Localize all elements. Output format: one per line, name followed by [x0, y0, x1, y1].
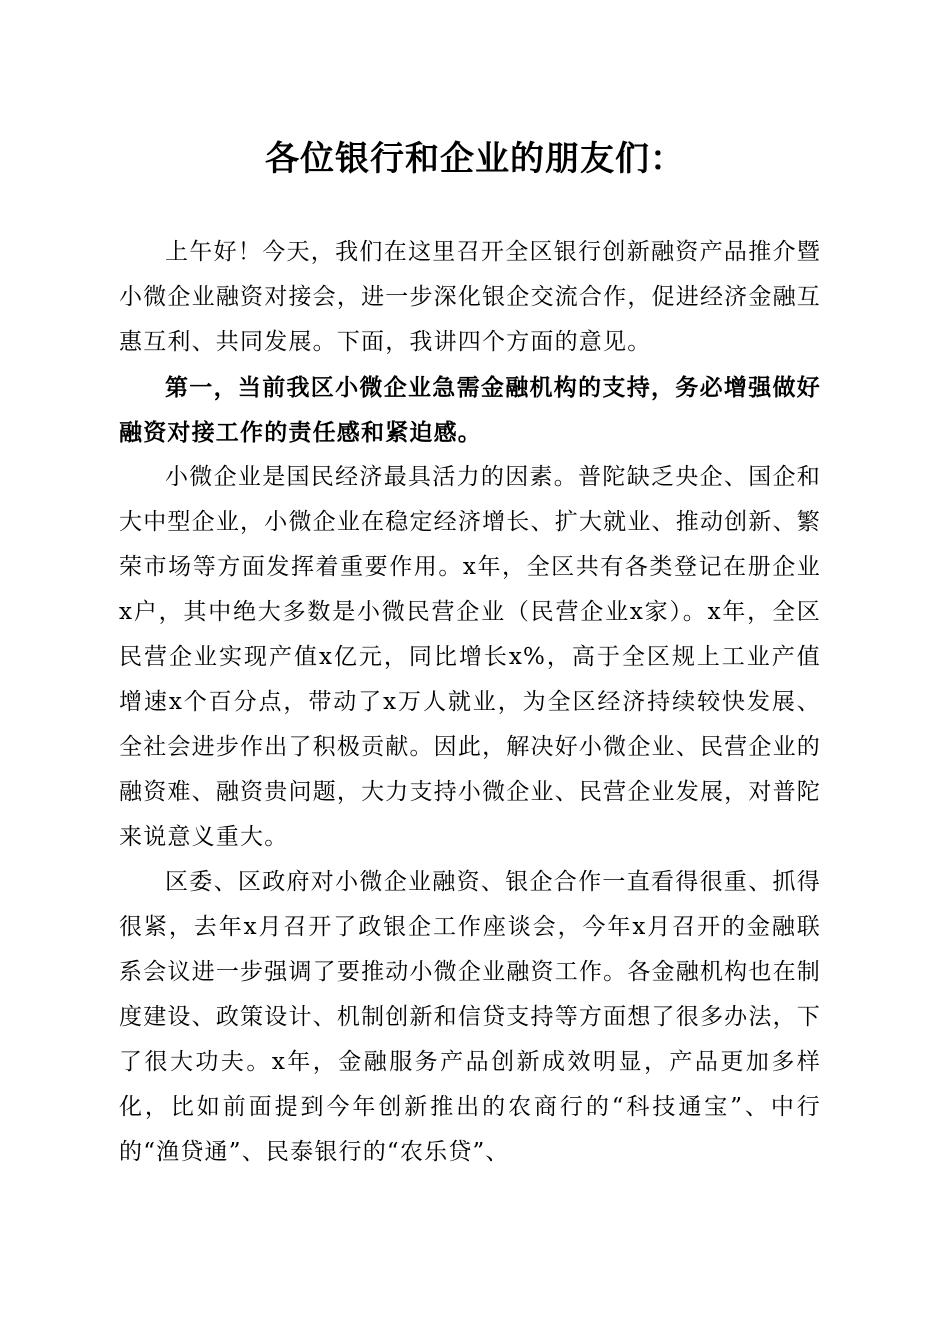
paragraph-greeting: 上午好！今天，我们在这里召开全区银行创新融资产品推介暨小微企业融资对接会，进一步深化银企交流合作，促进经济金融互惠互利、共同发展。下面，我讲四个方面的意见。	[119, 239, 821, 355]
paragraph-government-support: 区委、区政府对小微企业融资、银企合作一直看得很重、抓得很紧，去年x月召开了政银企工作座谈会，今年x月召开的金融联系会议进一步强调了要推动小微企业融资工作。各金融机构也在制度建设、政策设计、机制创新和信贷支持等方面想了很多办法，下了很大功夫。x年，金融服务产品创新成效明显，产品更加多样化，比如前面提到今年创新推出的农商行的“科技通宝”、中行的“渔贷通”、民泰银行的“农乐贷”、	[119, 869, 821, 1165]
document-title: 各位银行和企业的朋友们：	[265, 139, 685, 179]
paragraph-section-heading: 第一，当前我区小微企业急需金融机构的支持，务必增强做好融资对接工作的责任感和紧迫感。	[119, 374, 821, 446]
paragraph-small-business-importance: 小微企业是国民经济最具活力的因素。普陀缺乏央企、国企和大中型企业，小微企业在稳定经济增长、扩大就业、推动创新、繁荣市场等方面发挥着重要作用。x年，全区共有各类登记在册企业x户，其中绝大多数是小微民营企业（民营企业x家）。x年，全区民营企业实现产值x亿元，同比增长x%，高于全区规上工业产值增速x个百分点，带动了x万人就业，为全区经济持续较快发展、全社会进步作出了积极贡献。因此，解决好小微企业、民营企业的融资难、融资贵问题，大力支持小微企业、民营企业发展，对普陀来说意义重大。	[119, 464, 821, 850]
document-body	[119, 230, 821, 1175]
